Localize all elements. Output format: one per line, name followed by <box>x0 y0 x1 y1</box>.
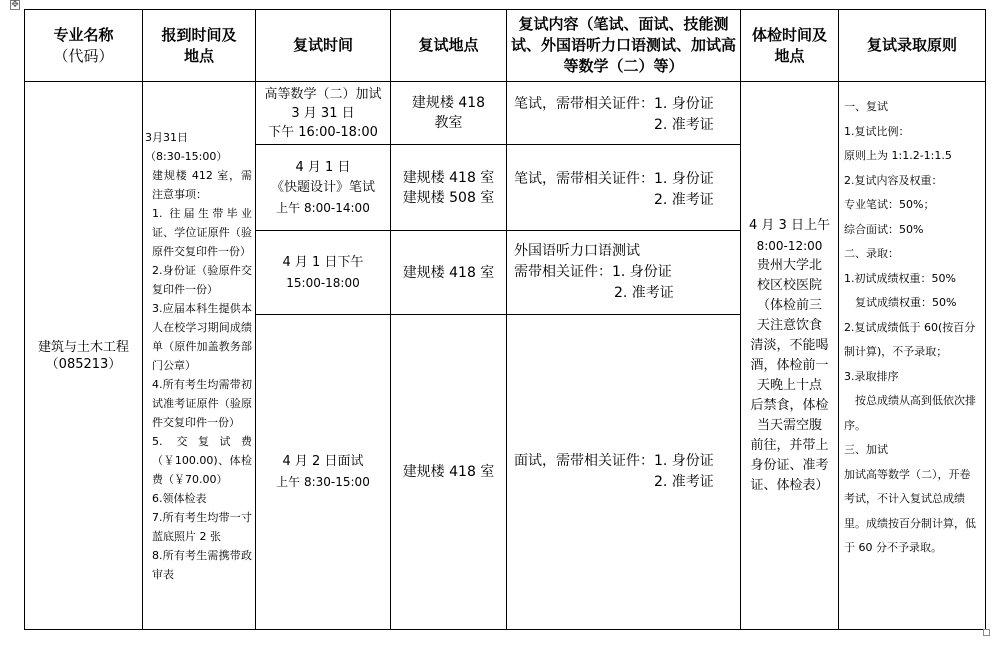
physical-line-1: 8:00-12:00 <box>756 238 823 253</box>
physical-line-4: （体检前三 <box>756 297 822 313</box>
exam-place-3 <box>391 315 507 630</box>
exam-time-3-line2: 上午 8:30-15:00 <box>276 475 370 489</box>
principle-line-13: 加试高等数学（二），开卷考试，不计入复试总成绩里。成绩按百分制计算，低于 60 分不予录取。 <box>844 467 976 554</box>
exam-place-0 <box>391 82 507 145</box>
exam-place-2-line1: 建规楼 418 室 <box>402 264 495 281</box>
exam-content-1-line2: 2. 准考证 <box>654 192 714 208</box>
header-physical <box>741 10 839 82</box>
principle-line-5: 综合面试：50% <box>844 222 924 236</box>
exam-time-0-line2: 3 月 31 日 <box>291 105 355 121</box>
exam-content-1-line1: 笔试，需带相关证件：1. 身份证 <box>514 171 714 187</box>
major-code: （085213） <box>45 356 122 372</box>
principle-line-10: 3.录取排序 <box>844 369 899 383</box>
principle-line-12: 三、加试 <box>844 443 888 456</box>
exam-time-1-line1: 4 月 1 日 <box>295 159 351 175</box>
physical-line-2: 贵州大学北 <box>756 257 822 273</box>
exam-content-2-line3: 2. 准考证 <box>614 285 674 301</box>
exam-place-3-line1: 建规楼 418 室 <box>402 464 495 480</box>
report-note-4: 4.所有考生均需带初试准考证原件（验原件交复印件一份） <box>152 377 252 429</box>
report-date: 3月31日 <box>145 130 188 144</box>
physical-cell <box>741 82 839 630</box>
table-move-handle-icon[interactable]: ✥ <box>11 0 19 10</box>
exam-time-0-line1: 高等数学（二）加试 <box>264 86 382 102</box>
report-note-3: 3.应届本科生提供本人在校学习期间成绩单（原件加盖教务部门公章） <box>152 301 252 372</box>
exam-place-1 <box>391 145 507 231</box>
exam-place-1-line2: 建规楼 508 室 <box>402 189 495 206</box>
table-row <box>25 82 986 145</box>
exam-content-2-line1: 外国语听力口语测试 <box>514 243 640 259</box>
header-exam-place: 复试地点 <box>391 10 507 82</box>
header-principle: 复试录取原则 <box>839 10 986 82</box>
exam-time-0 <box>256 82 391 145</box>
principle-line-11: 按总成绩从高到低依次排序。 <box>844 394 976 432</box>
exam-content-3-line1: 面试，需带相关证件：1. 身份证 <box>514 453 714 469</box>
header-major-line2: （代码） <box>53 46 114 65</box>
report-note-2: 2.身份证（验原件交复印件一份） <box>152 263 252 296</box>
major-cell <box>25 82 143 630</box>
exam-time-2-line1: 4 月 1 日下午 <box>282 254 364 270</box>
physical-line-9: 后禁食，体检 <box>750 397 829 413</box>
exam-time-1 <box>256 145 391 231</box>
physical-line-10: 当天需空腹 <box>756 417 822 433</box>
principle-line-1: 1.复试比例： <box>844 124 910 138</box>
major-name: 建筑与土木工程 <box>37 339 129 355</box>
header-major <box>25 10 143 82</box>
exam-place-0-line2: 教室 <box>434 115 463 131</box>
physical-line-6: 清淡，不能喝 <box>750 337 829 353</box>
report-note-0: 建规楼 412 室，需注意事项： <box>152 168 252 201</box>
exam-time-1-line2: 《快题设计》笔试 <box>270 179 375 195</box>
header-report-line2: 地点 <box>183 46 214 65</box>
physical-line-5: 天注意饮食 <box>756 317 822 333</box>
table-resize-handle-icon[interactable] <box>983 629 990 636</box>
exam-time-0-line3: 下午 16:00-18:00 <box>268 124 378 140</box>
principle-line-3: 2.复试内容及权重： <box>844 173 943 187</box>
header-report <box>143 10 256 82</box>
principle-line-0: 一、复试 <box>844 100 888 113</box>
header-physical-line1: 体检时间及 <box>751 25 827 44</box>
principle-cell <box>839 82 986 630</box>
report-note-8: 8.所有考生需携带政审表 <box>152 548 252 581</box>
header-report-line1: 报到时间及 <box>161 25 237 44</box>
physical-line-7: 酒，体检前一 <box>750 357 829 373</box>
header-exam-time: 复试时间 <box>256 10 391 82</box>
header-content: 复试内容（笔试、面试、技能测试、外国语听力口语测试、加试高等数学（二）等） <box>507 10 741 82</box>
exam-time-3 <box>256 315 391 630</box>
exam-content-3 <box>507 315 741 630</box>
exam-content-0 <box>507 82 741 145</box>
exam-content-0-line1: 笔试，需带相关证件：1. 身份证 <box>514 96 714 112</box>
report-note-6: 6.领体检表 <box>152 491 207 505</box>
header-row <box>25 10 986 82</box>
report-note-1: 1. 往届生带毕业证、学位证原件（验原件交复印件一份） <box>152 206 252 258</box>
exam-place-1-line1: 建规楼 418 室 <box>402 169 495 186</box>
principle-line-4: 专业笔试：50%； <box>844 198 935 211</box>
exam-content-1 <box>507 145 741 231</box>
principle-line-2: 原则上为 1:1.2-1:1.5 <box>844 149 952 162</box>
report-hours: （8:30-15:00） <box>145 149 228 163</box>
physical-line-8: 天晚上十点 <box>756 377 822 393</box>
report-cell <box>143 82 256 630</box>
exam-content-0-line2: 2. 准考证 <box>654 117 714 133</box>
exam-content-2-line2: 需带相关证件：1. 身份证 <box>514 264 672 280</box>
exam-time-1-line3: 上午 8:00-14:00 <box>276 200 370 215</box>
exam-content-2 <box>507 231 741 315</box>
exam-place-0-line1: 建规楼 418 <box>411 95 486 111</box>
exam-time-2-line2: 15:00-18:00 <box>286 275 360 290</box>
header-major-line1: 专业名称 <box>53 25 114 44</box>
principle-line-6: 二、录取： <box>844 247 899 260</box>
exam-place-2 <box>391 231 507 315</box>
report-note-7: 7.所有考生均带一寸蓝底照片 2 张 <box>152 510 252 543</box>
principle-line-7: 1.初试成绩权重：50% <box>844 271 956 285</box>
report-note-5: 5. 交复试费（￥100.00)、体检费（￥70.00） <box>152 434 252 486</box>
principle-line-8: 复试成绩权重：50% <box>844 296 957 309</box>
retest-schedule-table <box>24 9 986 630</box>
physical-line-12: 身份证、准考 <box>750 457 829 473</box>
physical-line-0: 4 月 3 日上午 <box>749 217 830 233</box>
exam-time-2 <box>256 231 391 315</box>
header-physical-line2: 地点 <box>774 46 805 65</box>
exam-time-3-line1: 4 月 2 日面试 <box>282 454 364 469</box>
physical-line-11: 前往，并带上 <box>750 437 829 453</box>
physical-line-3: 校区校医院 <box>756 277 822 293</box>
exam-content-3-line2: 2. 准考证 <box>654 474 714 490</box>
principle-line-9: 2.复试成绩低于 60(按百分制计算)，不予录取； <box>844 320 976 358</box>
physical-line-13: 证、体检表） <box>750 477 829 493</box>
